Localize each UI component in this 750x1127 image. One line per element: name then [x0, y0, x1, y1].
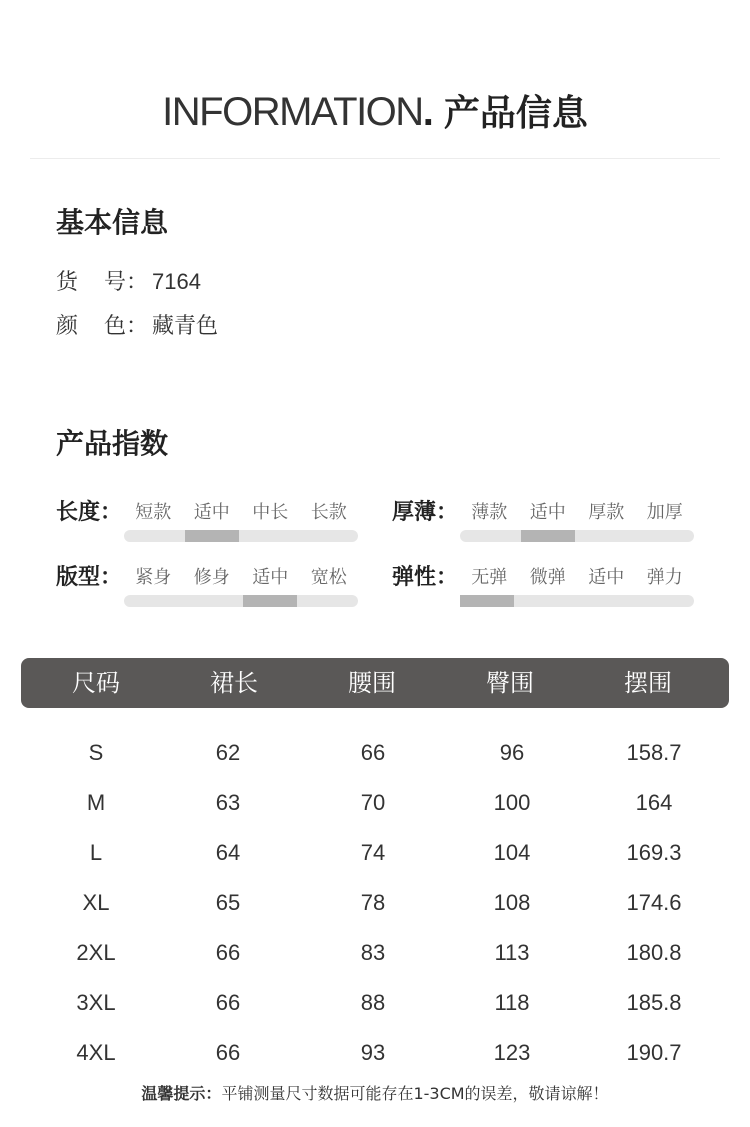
size-header-cell: 臀围	[486, 669, 534, 697]
table-cell: 64	[215, 840, 241, 865]
table-row	[21, 828, 729, 878]
info-key-sku-a: 货	[56, 270, 79, 295]
index-length-track	[124, 530, 358, 542]
table-cell: 113	[494, 940, 530, 965]
index-thickness-option: 薄款	[471, 502, 508, 523]
table-cell: 93	[360, 1040, 386, 1065]
table-cell: 123	[493, 1040, 531, 1065]
footnote	[0, 1080, 750, 1108]
index-elasticity-option: 弹力	[646, 567, 683, 588]
index-elasticity-label: 弹性：	[392, 565, 459, 590]
index-elasticity-option: 微弹	[529, 567, 566, 588]
table-cell: 190.7	[626, 1040, 682, 1065]
size-header-cell: 裙长	[210, 669, 258, 697]
table-cell: 2XL	[76, 940, 116, 965]
table-row	[21, 878, 729, 928]
page-title	[0, 84, 750, 140]
table-cell: 104	[493, 840, 531, 865]
index-length	[56, 490, 356, 544]
table-cell: L	[89, 840, 103, 865]
table-cell: 66	[215, 1040, 241, 1065]
table-cell: 108	[493, 890, 531, 915]
index-length-label: 长度：	[56, 500, 123, 525]
table-cell: 83	[360, 940, 386, 965]
index-fit-option: 宽松	[310, 567, 347, 588]
table-row	[21, 728, 729, 778]
page-title-en: INFORMATION	[162, 90, 423, 134]
basic-info-title: 基本信息	[56, 206, 169, 239]
table-cell: 174.6	[626, 890, 682, 915]
index-fit-indicator	[243, 595, 297, 607]
index-fit-option: 修身	[193, 567, 230, 588]
index-fit-option: 适中	[252, 567, 289, 588]
table-cell: 100	[493, 790, 531, 815]
table-cell: M	[86, 790, 106, 815]
table-cell: XL	[82, 890, 110, 915]
page-title-dot: .	[422, 90, 434, 134]
page-title-cn: 产品信息	[443, 93, 588, 134]
table-cell: 70	[360, 790, 386, 815]
table-cell: 66	[215, 940, 241, 965]
index-thickness	[392, 490, 692, 544]
info-key-sku-b: 号：	[104, 270, 149, 295]
index-elasticity	[392, 555, 692, 609]
table-cell: 4XL	[76, 1040, 116, 1065]
table-cell: 74	[360, 840, 386, 865]
index-length-option: 短款	[135, 502, 172, 523]
index-length-option: 中长	[252, 502, 289, 523]
footnote-label: 温馨提示：	[141, 1084, 222, 1103]
index-length-option: 适中	[193, 502, 230, 523]
table-cell: 118	[494, 990, 530, 1015]
table-row	[21, 978, 729, 1028]
index-thickness-option: 厚款	[588, 502, 625, 523]
info-key-color-a: 颜	[56, 314, 79, 339]
table-cell: 63	[215, 790, 241, 815]
info-row-sku	[56, 266, 201, 299]
index-elasticity-option: 适中	[588, 567, 625, 588]
footnote-text: 平铺测量尺寸数据可能存在1-3CM的误差，敬请谅解！	[221, 1084, 609, 1103]
size-header-cell: 腰围	[348, 669, 396, 697]
table-cell: 66	[360, 740, 386, 765]
table-cell: 78	[360, 890, 386, 915]
index-fit-label: 版型：	[56, 565, 123, 590]
table-row	[21, 928, 729, 978]
info-value-sku: 7164	[152, 269, 201, 294]
index-elasticity-indicator	[460, 595, 514, 607]
index-fit	[56, 555, 356, 609]
table-cell: 88	[360, 990, 386, 1015]
table-row	[21, 1028, 729, 1078]
size-header-cell: 摆围	[624, 669, 672, 697]
index-length-option: 长款	[310, 502, 347, 523]
table-cell: 164	[635, 790, 673, 815]
size-table-header	[21, 658, 729, 708]
index-fit-track	[124, 595, 358, 607]
table-cell: 185.8	[626, 990, 682, 1015]
table-cell: 66	[215, 990, 241, 1015]
table-cell: 3XL	[76, 990, 116, 1015]
index-thickness-track	[460, 530, 694, 542]
index-thickness-option: 加厚	[646, 502, 683, 523]
table-cell: 169.3	[626, 840, 682, 865]
index-thickness-label: 厚薄：	[392, 500, 459, 525]
table-cell: S	[88, 740, 104, 765]
header-divider	[30, 158, 720, 159]
table-cell: 180.8	[626, 940, 682, 965]
info-value-color: 藏青色	[152, 313, 219, 338]
index-title: 产品指数	[56, 427, 169, 460]
table-cell: 65	[215, 890, 241, 915]
index-elasticity-option: 无弹	[471, 567, 508, 588]
index-elasticity-track	[460, 595, 694, 607]
table-cell: 62	[215, 740, 241, 765]
index-thickness-option: 适中	[529, 502, 566, 523]
index-fit-option: 紧身	[135, 567, 172, 588]
index-length-indicator	[185, 530, 239, 542]
index-thickness-indicator	[521, 530, 575, 542]
table-cell: 96	[499, 740, 525, 765]
table-row	[21, 778, 729, 828]
info-row-color	[56, 310, 218, 343]
size-header-cell: 尺码	[72, 669, 120, 697]
info-key-color-b: 色：	[104, 314, 149, 339]
table-cell: 158.7	[626, 740, 682, 765]
